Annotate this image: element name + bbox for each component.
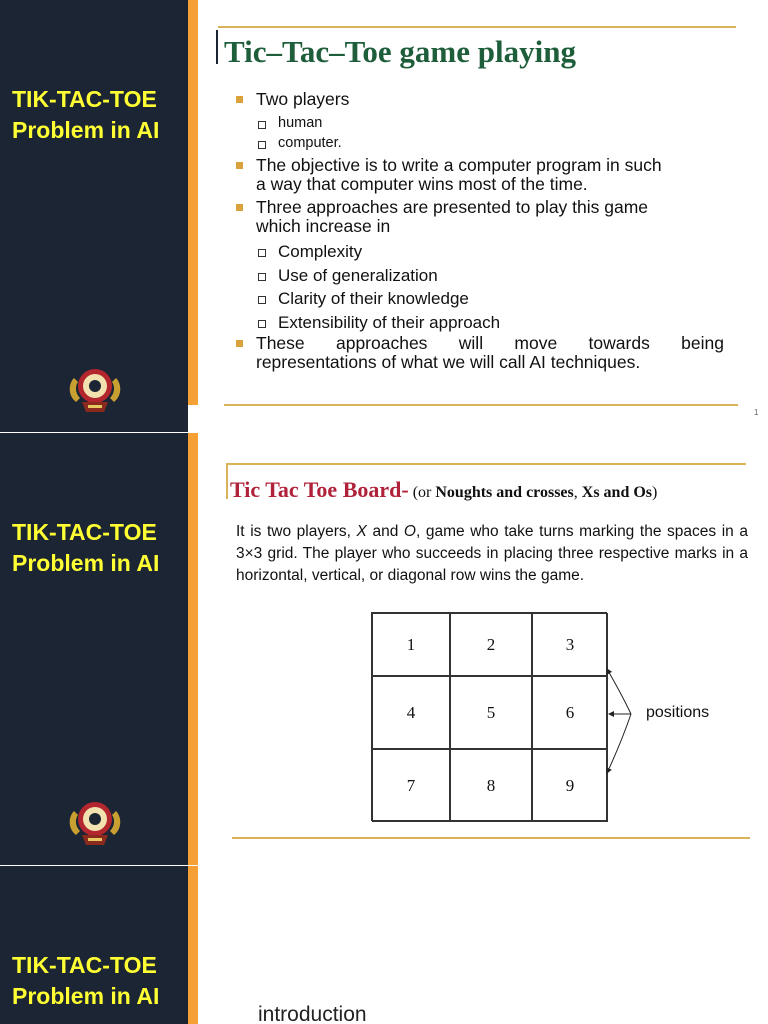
list-item: Two players bbox=[234, 90, 724, 109]
sub-item: Extensibility of their approach bbox=[234, 311, 724, 335]
slide-1-content bbox=[198, 0, 768, 432]
grid-cell: 4 bbox=[372, 676, 450, 749]
university-emblem-icon bbox=[66, 793, 124, 849]
accent-strip bbox=[188, 0, 198, 405]
bullet-list bbox=[234, 90, 724, 376]
accent-strip bbox=[188, 433, 198, 865]
list-item: The objective is to write a computer program in such a way that computer wins most of the time. bbox=[234, 156, 724, 194]
positions-label: positions bbox=[646, 704, 710, 721]
grid-cell: 5 bbox=[450, 676, 532, 749]
sidebar-title-line2: Problem in AI bbox=[12, 550, 160, 576]
slide-1-title: Tic–Tac–Toe game playing bbox=[224, 34, 576, 69]
sub-item: Clarity of their knowledge bbox=[234, 287, 724, 311]
list-item: These approaches will move towards being representations of what we will call AI techniques. bbox=[234, 334, 724, 372]
sidebar bbox=[0, 0, 188, 432]
sidebar-title-line2: Problem in AI bbox=[12, 117, 160, 143]
grid-cell: 2 bbox=[450, 613, 532, 676]
sidebar-title bbox=[12, 950, 159, 1012]
sidebar-title-line1: TIK-TAC-TOE bbox=[12, 86, 157, 112]
sub-item: Complexity bbox=[234, 240, 724, 264]
sidebar-title-line1: TIK-TAC-TOE bbox=[12, 952, 157, 978]
slide-2-title: Tic Tac Toe Board- (or Noughts and crosses, Xs and Os) bbox=[230, 477, 658, 502]
grid-cell: 7 bbox=[372, 749, 450, 822]
grid-cell: 1 bbox=[372, 613, 450, 676]
sidebar-title-line2: Problem in AI bbox=[12, 983, 160, 1009]
sidebar bbox=[0, 866, 188, 1024]
sub-item: computer. bbox=[234, 133, 724, 153]
university-emblem-icon bbox=[66, 360, 124, 416]
sub-item: human bbox=[234, 113, 724, 133]
slide-3 bbox=[0, 866, 768, 1024]
slide-2-content bbox=[198, 433, 768, 865]
accent-strip bbox=[188, 866, 198, 1024]
intro-text: introduction bbox=[258, 1003, 367, 1024]
list-item: Three approaches are presented to play this game which increase in bbox=[234, 198, 724, 236]
slide-2 bbox=[0, 433, 768, 865]
sub-item: Use of generalization bbox=[234, 264, 724, 288]
grid-cell: 6 bbox=[532, 676, 608, 749]
tic-tac-toe-grid bbox=[371, 612, 607, 821]
sidebar-title bbox=[12, 84, 159, 146]
slide-3-content bbox=[198, 866, 768, 1024]
sidebar-title-line1: TIK-TAC-TOE bbox=[12, 519, 157, 545]
description-paragraph: It is two players, X and O, game who take turns marking the spaces in a 3×3 grid. The player who succeeds in placing three respective marks in a horizontal, vertical, or diagonal row wins the game. bbox=[236, 523, 748, 584]
slide-1 bbox=[0, 0, 768, 432]
sidebar bbox=[0, 433, 188, 865]
grid-cell: 3 bbox=[532, 613, 608, 676]
sidebar-title bbox=[12, 517, 159, 579]
grid-cell: 8 bbox=[450, 749, 532, 822]
position-arrows-icon bbox=[603, 663, 643, 777]
page-number: 1 bbox=[754, 408, 759, 417]
grid-cell: 9 bbox=[532, 749, 608, 822]
